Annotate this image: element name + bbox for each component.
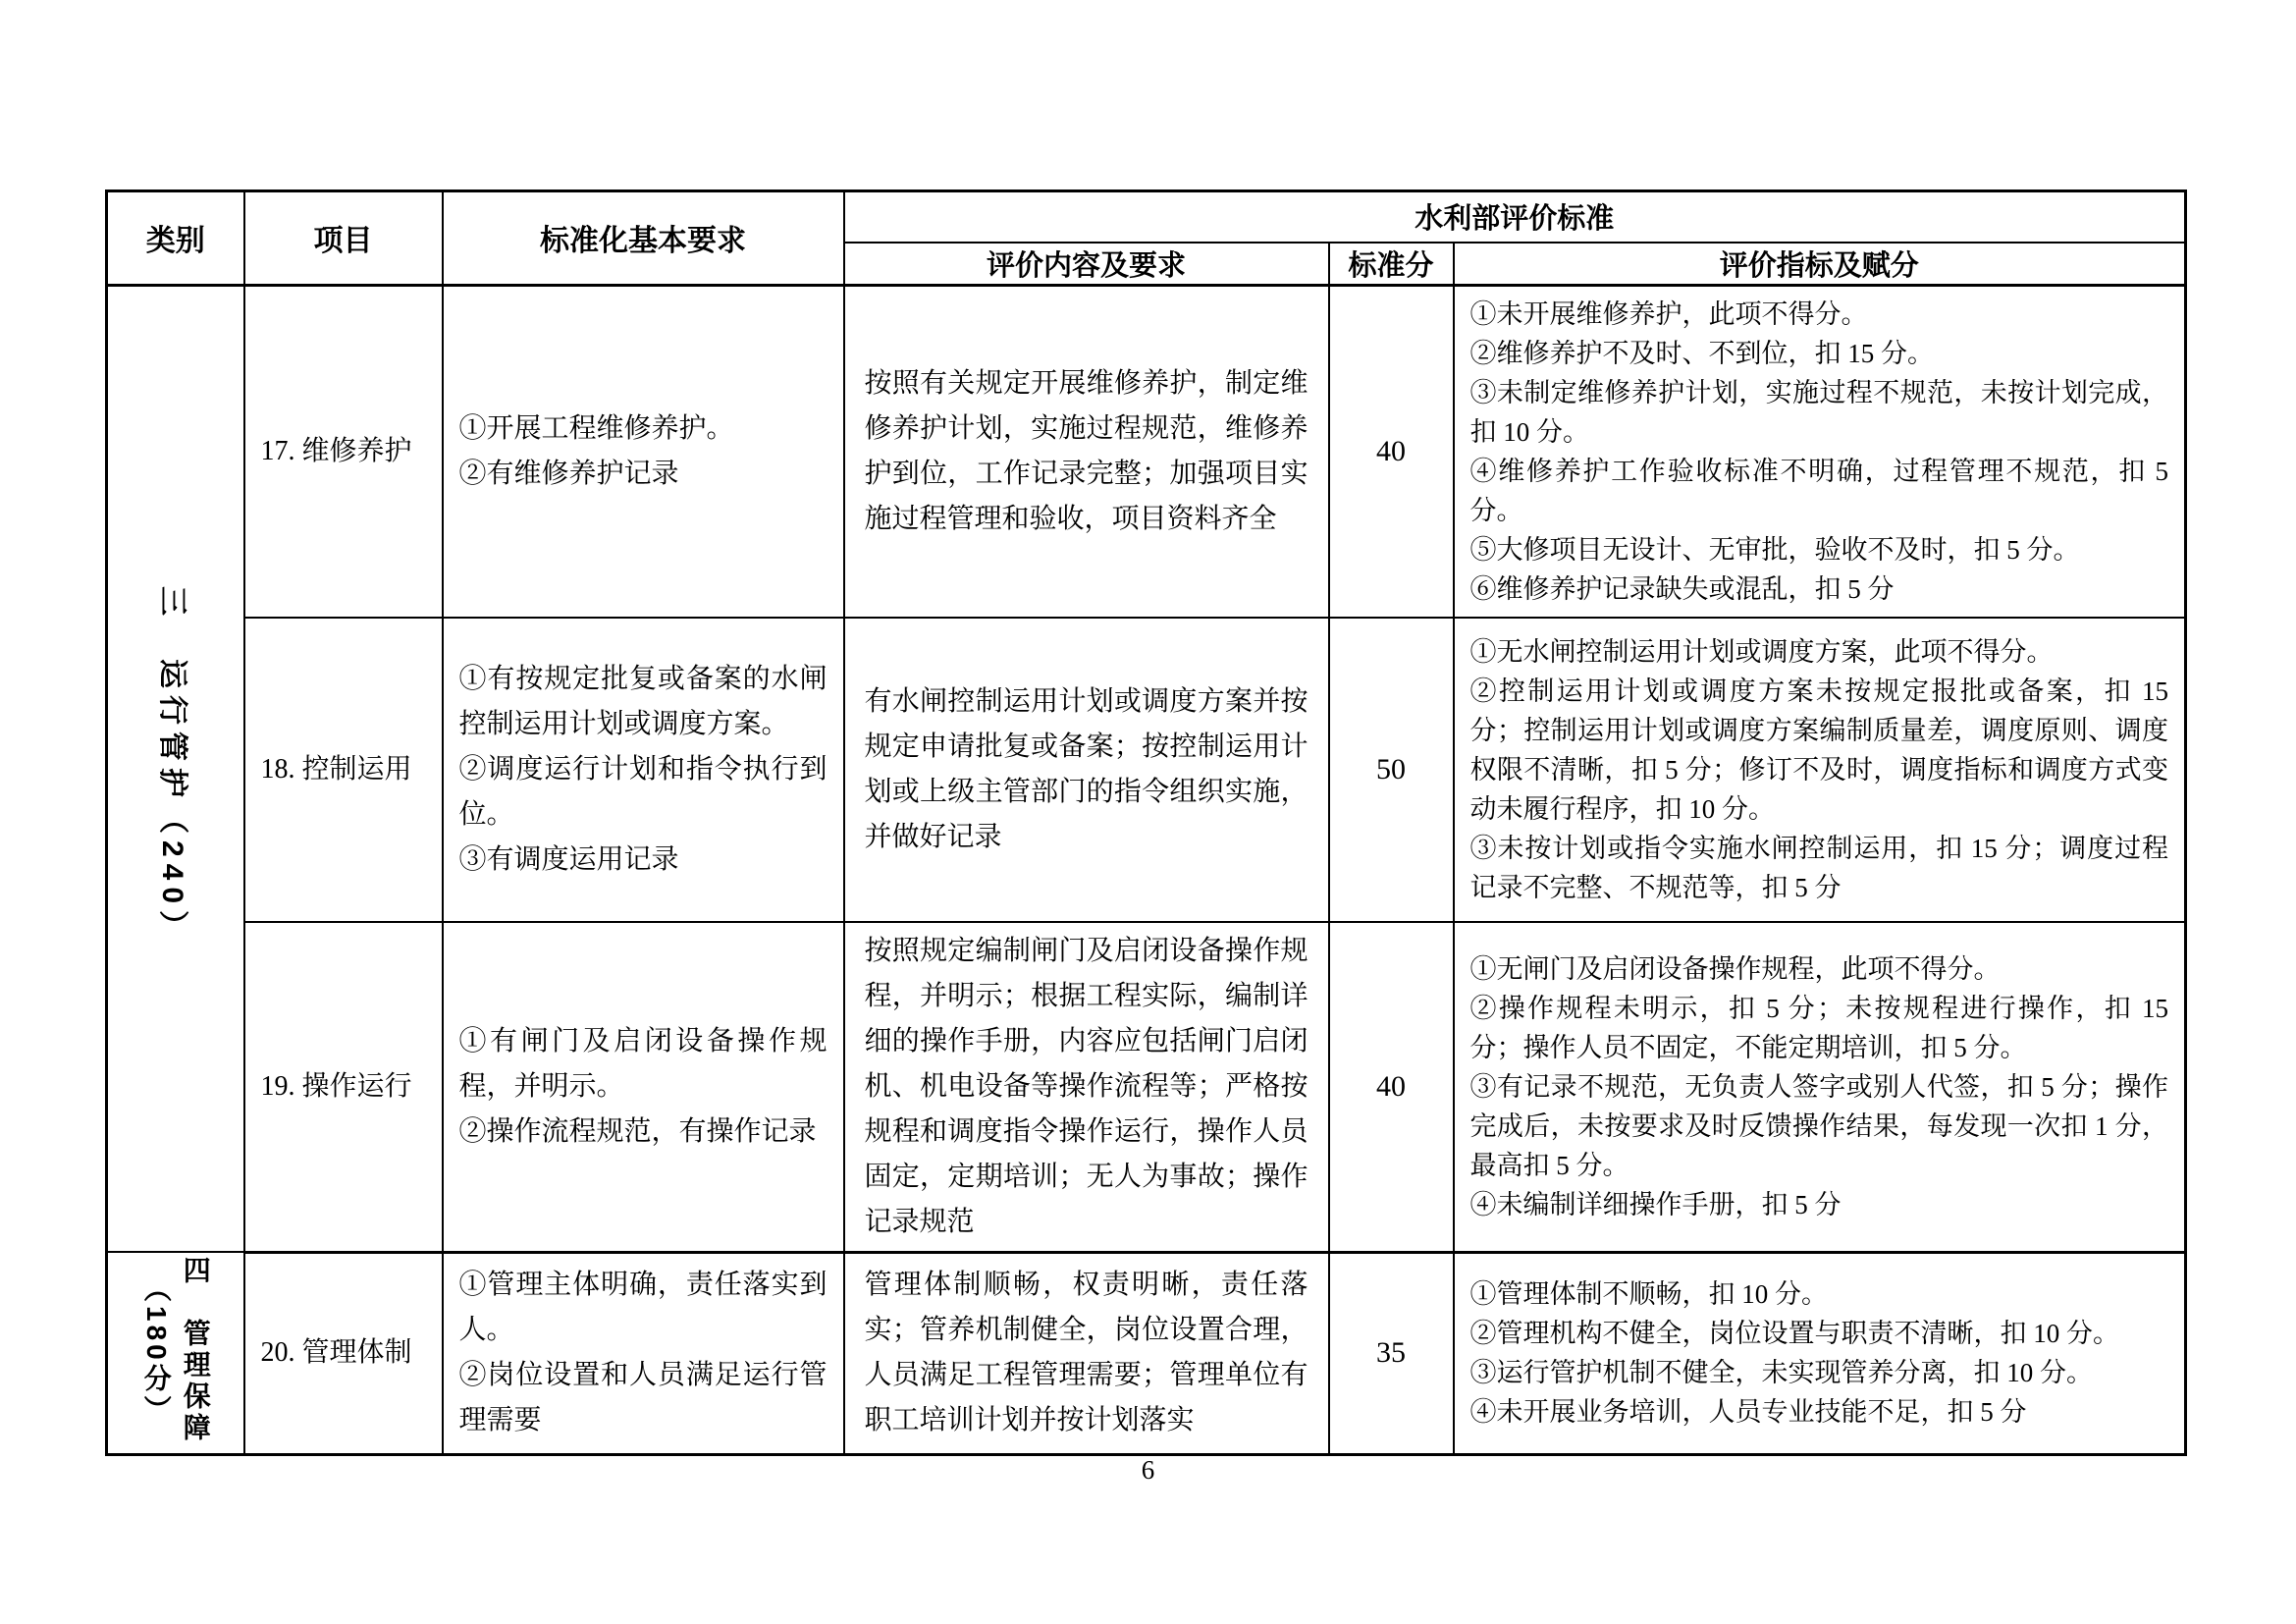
requirements-cell <box>443 285 844 618</box>
indicators-cell <box>1454 922 2186 1253</box>
project-cell: 18. 控制运用 <box>244 618 443 922</box>
requirement-item: ②调度运行计划和指令执行到位。 <box>458 753 828 830</box>
requirement-item: ②岗位设置和人员满足运行管理需要 <box>458 1360 828 1435</box>
indicator-item: ⑥维修养护记录缺失或混乱，扣 5 分 <box>1469 573 1895 604</box>
category-label-vertical: 三 运行管护（240） <box>155 585 188 947</box>
evaluation-standards-table <box>105 189 2187 1456</box>
requirement-item: ②有维修养护记录 <box>458 458 679 489</box>
header-row-group <box>107 191 2186 243</box>
header-project: 项目 <box>244 191 443 286</box>
header-requirements: 标准化基本要求 <box>443 191 844 286</box>
content-cell <box>844 922 1329 1253</box>
header-content: 评价内容及要求 <box>844 243 1329 286</box>
table-row <box>107 285 2186 618</box>
table-row <box>107 922 2186 1253</box>
indicator-item: ②操作规程未明示，扣 5 分；未按规程进行操作，扣 15 分；操作人员不固定，不能定期培训，扣 5 分。 <box>1469 993 2168 1062</box>
content-text: 有水闸控制运用计划或调度方案并按规定申请批复或备案；按控制运用计划或上级主管部门的指令组织实施，并做好记录 <box>864 685 1308 852</box>
indicator-item: ④未开展业务培训，人员专业技能不足，扣 5 分 <box>1469 1397 2027 1427</box>
indicator-item: ②控制运用计划或调度方案未按规定报批或备案，扣 15 分；控制运用计划或调度方案编制质量差，调度原则、调度权限不清晰，扣 5 分；修订不及时，调度指标和调度方式变动未履行程序，扣 10 分。 <box>1469 676 2168 824</box>
content-cell <box>844 285 1329 618</box>
requirements-cell <box>443 1252 844 1454</box>
requirement-item: ③有调度运用记录 <box>458 843 679 875</box>
table-row <box>107 618 2186 922</box>
page-number: 6 <box>1141 1455 1155 1485</box>
indicators-cell <box>1454 285 2186 618</box>
requirement-item: ①有闸门及启闭设备操作规程，并明示。 <box>458 1025 828 1102</box>
project-cell: 20. 管理体制 <box>244 1252 443 1454</box>
indicator-item: ②管理机构不健全，岗位设置与职责不清晰，扣 10 分。 <box>1469 1319 2119 1348</box>
indicator-item: ④维修养护工作验收标准不明确，过程管理不规范，扣 5 分。 <box>1469 456 2168 525</box>
requirement-item: ①开展工程维修养护。 <box>458 412 734 444</box>
category-label-line: （180分） <box>140 1273 172 1427</box>
indicator-item: ⑤大修项目无设计、无审批，验收不及时，扣 5 分。 <box>1469 534 2080 565</box>
indicator-item: ①管理体制不顺畅，扣 10 分。 <box>1469 1279 1828 1309</box>
indicators-cell <box>1454 1252 2186 1454</box>
requirement-item: ①有按规定批复或备案的水闸控制运用计划或调度方案。 <box>458 663 828 739</box>
requirement-item: ①管理主体明确，责任落实到人。 <box>458 1270 828 1345</box>
indicators-cell <box>1454 618 2186 922</box>
header-category: 类别 <box>107 191 244 286</box>
indicator-item: ③未按计划或指令实施水闸控制运用，扣 15 分；调度过程记录不完整、不规范等，扣 5 分 <box>1469 833 2168 902</box>
score-cell: 40 <box>1329 285 1454 618</box>
category-cell-operation <box>107 285 244 1252</box>
content-text: 管理体制顺畅，权责明晰，责任落实；管养机制健全，岗位设置合理，人员满足工程管理需要；管理单位有职工培训计划并按计划落实 <box>864 1270 1308 1435</box>
content-text: 按照规定编制闸门及启闭设备操作规程，并明示；根据工程实际，编制详细的操作手册，内容应包括闸门启闭机、机电设备等操作流程等；严格按规程和调度指令操作运行，操作人员固定，定期培训；无人为事故；操作记录规范 <box>864 935 1308 1237</box>
requirements-cell <box>443 922 844 1253</box>
header-ministry-standard-group: 水利部评价标准 <box>844 191 2186 243</box>
score-cell: 40 <box>1329 922 1454 1253</box>
category-label-vertical <box>136 1256 215 1444</box>
project-cell: 17. 维修养护 <box>244 285 443 618</box>
indicator-item: ③未制定维修养护计划，实施过程不规范，未按计划完成，扣 10 分。 <box>1469 377 2168 447</box>
content-cell <box>844 618 1329 922</box>
indicator-item: ①无闸门及启闭设备操作规程，此项不得分。 <box>1469 953 2001 984</box>
indicator-item: ①未开展维修养护，此项不得分。 <box>1469 298 1868 329</box>
indicator-item: ①无水闸控制运用计划或调度方案，此项不得分。 <box>1469 636 2054 667</box>
category-cell-management <box>107 1252 244 1454</box>
requirements-cell <box>443 618 844 922</box>
requirement-item: ②操作流程规范，有操作记录 <box>458 1115 817 1147</box>
table-row <box>107 1252 2186 1454</box>
indicator-item: ②维修养护不及时、不到位，扣 15 分。 <box>1469 338 1934 368</box>
indicator-item: ③运行管护机制不健全，未实现管养分离，扣 10 分。 <box>1469 1358 2093 1387</box>
category-label-line: 四 管理保障 <box>180 1256 211 1445</box>
content-cell <box>844 1252 1329 1454</box>
header-score: 标准分 <box>1329 243 1454 286</box>
project-cell: 19. 操作运行 <box>244 922 443 1253</box>
header-indicators: 评价指标及赋分 <box>1454 243 2186 286</box>
score-cell: 35 <box>1329 1252 1454 1454</box>
indicator-item: ③有记录不规范，无负责人签字或别人代签，扣 5 分；操作完成后，未按要求及时反馈操作结果，每发现一次扣 1 分，最高扣 5 分。 <box>1469 1071 2168 1180</box>
indicator-item: ④未编制详细操作手册，扣 5 分 <box>1469 1189 1842 1219</box>
score-cell: 50 <box>1329 618 1454 922</box>
content-text: 按照有关规定开展维修养护，制定维修养护计划，实施过程规范，维修养护到位，工作记录完整；加强项目实施过程管理和验收，项目资料齐全 <box>864 367 1308 534</box>
